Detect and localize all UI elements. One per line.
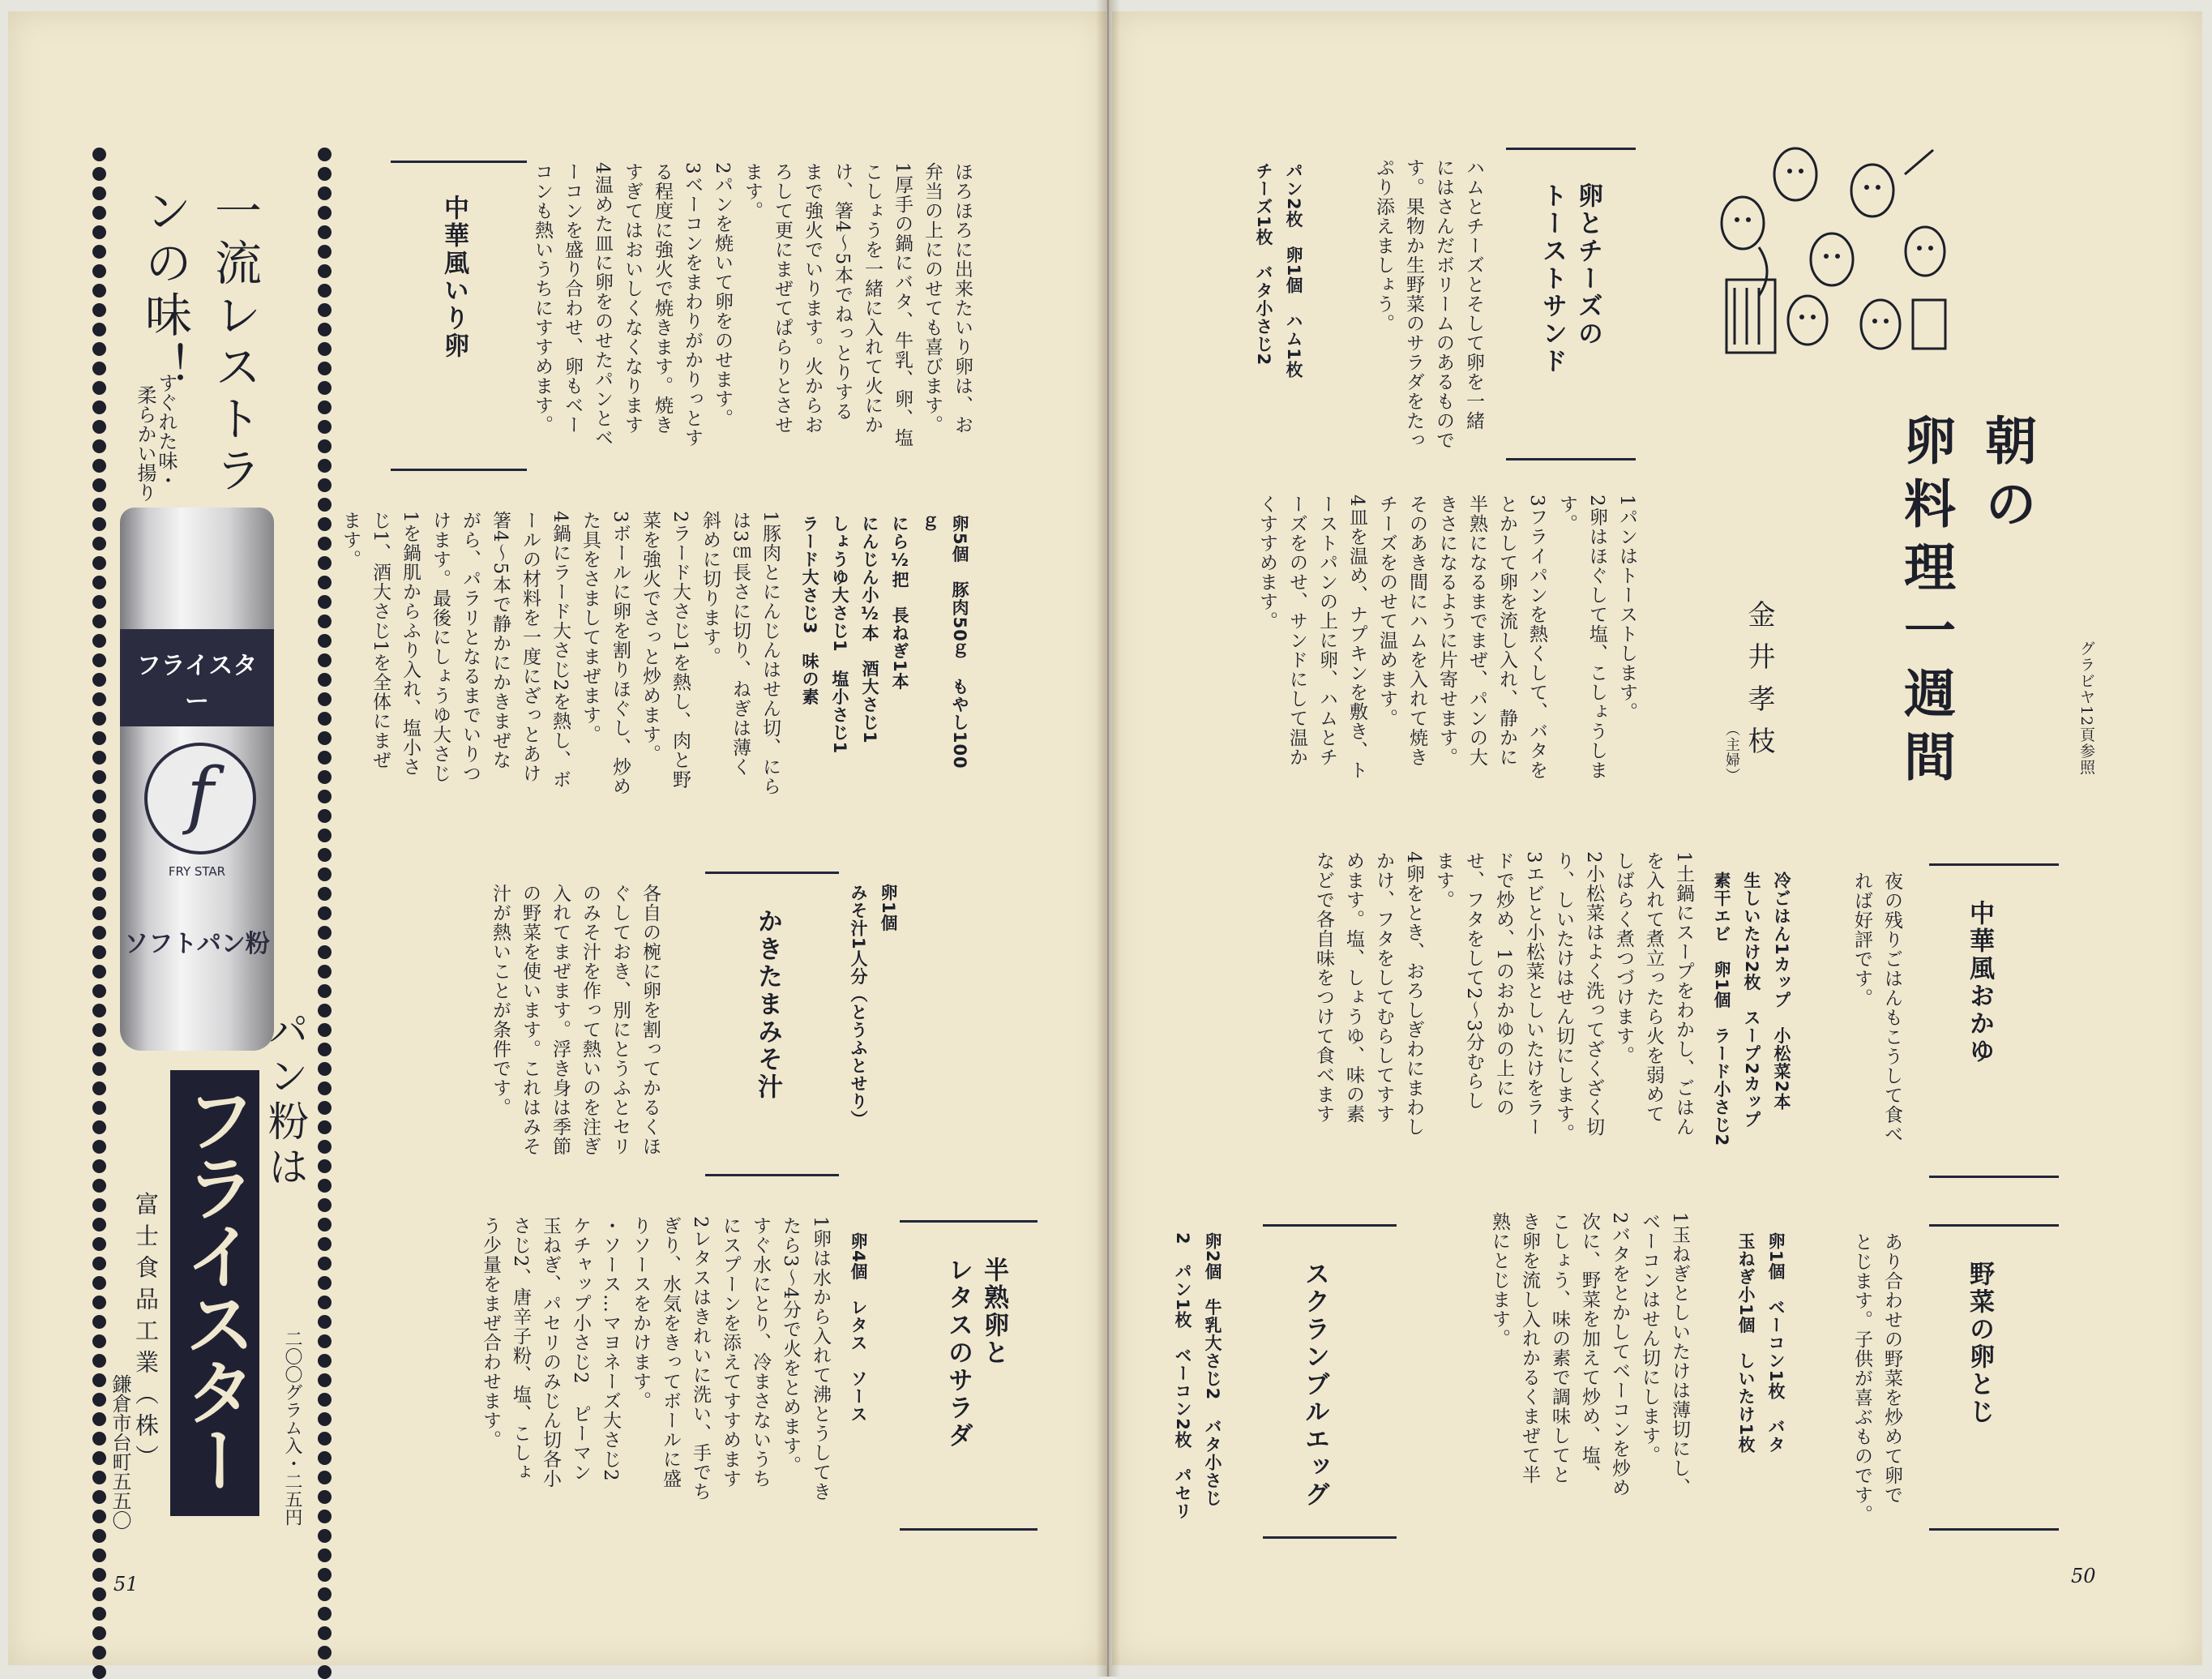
recipe-body-2: 1豚肉とにんじんはせん切、にら は3㎝長さに切り、ねぎは薄く 斜めに切ります。 2ラード大さじ1を熱し、肉と野 菜を強火でさっと炒めます。 3ボールに卵を割りほぐし、炒め た具をさましてまぜます。 4鍋にラード大さじ2を熱し、ボ ールの材料を一度にざっとあけ 箸4〜5本で静かにかきまぜな がら、パラリとなるまでいりつ けます。最後にしょうゆ大さじ 1を鍋肌からふり入れ、塩小さ じ1、酒大さじ1を全体にまぜ ます。 <box>340 511 781 796</box>
gravure-reference: グラビヤ12頁参照 <box>2077 640 2095 776</box>
folio-right: 50 <box>2071 1565 2096 1587</box>
toast-sandwich-steps: 1パンはトーストします。 2卵はほぐして塩、こしょうしま す。 3フライパンを熱くして、バタを とかして卵を流し入れ、静かに 半熟になるまでまぜ、パンの大 きさになるように片寄せます。 そのあき間にハムを入れて焼き チーズをのせて温めます。 4皿を温め、ナプキンを敷き、ト ーストパンの上に卵、ハムとチ ーズをのせ、サンドにして温か くすすめます。 <box>1256 495 1637 780</box>
recipe-title-salad: 半熟卵と レタスのサラダ <box>943 1257 1008 1450</box>
egg-figure-1 <box>1774 148 1816 200</box>
scrambled-egg-ingredients: 卵2個 牛乳大さじ2 バタ小さじ 2 パン1枚 ベーコン2枚 パセリ <box>1173 1232 1222 1520</box>
recipe-title-kakitama: かきたまみそ汁 <box>753 908 782 1101</box>
ad-sub1: すぐれた味・ <box>155 373 178 490</box>
ad-headline: 一流レストランの味！ <box>137 186 262 498</box>
recipe-ingredients-4: 卵4個 レタス ソース <box>849 1232 868 1424</box>
recipe-body-4: 1卵は水から入れて沸とうしてき たら3〜4分で火をとめます。 すぐ水にとり、冷まさないうち にスプーンを添えてすすめます 2レタスはきれいに洗い、手でち ぎり、水気をきってボールに盛 りソースをかけます。 ・ソース…マヨネーズ大さじ2 ケチャップ小さじ2 ピーマン 玉ねぎ、パセリのみじん切各小 さじ2、唐辛子粉、塩、こしょ う少量をまぜ合わせます。 <box>480 1216 831 1501</box>
recipe-ingredients-2: 卵5個 豚肉50ｇ もやし100ｇ にら½把 長ねぎ1本 にんじん小½本 酒大さじ1 しょうゆ大さじ1 塩小さじ1 ラード大さじ3 味の素 <box>800 515 969 769</box>
toast-sandwich-ingredients: パン2枚 卵1個 ハム1枚 チーズ1枚 バタ小さじ2 <box>1254 162 1303 379</box>
ad-brand: フライスター <box>173 1083 257 1492</box>
author-role: （主婦） <box>1723 722 1740 783</box>
bag-caption: ソフトパン粉 <box>124 930 270 958</box>
ad-brand-box <box>170 1070 259 1516</box>
musicians-illustration <box>1710 142 1953 377</box>
egg-figure-3 <box>1722 197 1764 249</box>
product-bag-image <box>120 508 274 1051</box>
recipe-title-scrambled-egg: スクランブルエッグ <box>1300 1261 1329 1509</box>
porridge-intro: 夜の残りごはんもこうして食べ れば好評です。 <box>1851 872 1902 1144</box>
folio-left: 51 <box>113 1573 139 1595</box>
ad-address: 鎌倉市台町五五〇 <box>109 1374 131 1530</box>
page-title: 朝の 卵料理一週間 <box>1895 413 2037 793</box>
author-name: 金井孝枝 <box>1743 600 1775 769</box>
vegetable-toji-steps: 1玉ねぎとしいたけは薄切にし、 ベーコンはせん切にします。 2バタをとかしてベーコンを炒め 次に、野菜を加えて炒め、塩、 こしょう、味の素で調味してと き卵を流し入れかるくまぜて半 熟にとじます。 <box>1489 1212 1690 1497</box>
bag-logo: f <box>144 743 256 854</box>
ad-price: 二〇〇グラム入・二五円 <box>282 1330 302 1526</box>
toast-sandwich-intro: ハムとチーズとそして卵を一緒 にはさんだボリームのあるもので す。果物か生野菜のサラダをたっ ぷり添えましょう。 <box>1373 158 1484 450</box>
recipe-title-porridge: 中華風おかゆ <box>1965 900 1994 1065</box>
vegetable-toji-intro: あり合わせの野菜を炒めて卵で とじます。子供が喜ぶものです。 <box>1851 1232 1902 1524</box>
ad-sub2: 柔らかい揚り <box>134 385 156 502</box>
porridge-steps: 1土鍋にスープをわかし、ごはん を入れて煮立ったら火を弱めて しばらく煮つづけます。 2小松菜はよく洗ってざくざく切 り、しいたけはせん切にします。 3エビと小松菜としいたけをラー ドで炒め、1のおかゆの上にの せ、フタをして2〜3分むらし ます。 4卵をとき、おろしぎわにまわし かけ、フタをしてむらしてすす めます。塩、しょうゆ、味の素 などで各自味をつけて食べます <box>1313 851 1694 1143</box>
egg-figure-6 <box>1788 296 1827 345</box>
ad-company: 富士食品工業（株） <box>132 1192 160 1476</box>
bag-label: FRY STAR <box>168 864 226 879</box>
egg-figure-5 <box>1906 227 1945 276</box>
drum-icon <box>1913 300 1945 349</box>
porridge-ingredients: 冷ごはん1カップ 小松菜2本 生しいたけ2枚 スープ2カップ 素干エビ 卵1個 ラード小さじ2 <box>1712 872 1791 1147</box>
egg-figure-2 <box>1851 165 1893 216</box>
recipe-body-3: 各自の椀に卵を割ってかるくほ ぐしておき、別にとうふとセリ のみそ汁を作って熱いのを注ぎ 入れてまぜます。浮き身は季節 の野菜を使います。これはみそ 汁が熱いことが条件です。 <box>490 884 661 1156</box>
recipe-title-vegetable-toji: 野菜の卵とじ <box>1965 1261 1994 1426</box>
page-gutter <box>1096 0 1120 1677</box>
bag-brand: フライスター <box>136 652 258 716</box>
recipe-title-toast-sandwich: 卵とチーズの トーストサンド <box>1538 182 1602 375</box>
egg-figure-7 <box>1861 300 1900 349</box>
ad-tagline: パン粉は <box>262 1009 309 1191</box>
recipe-title-chinese-scrambled: 中華風いり卵 <box>439 195 468 360</box>
vegetable-toji-ingredients: 卵1個 ベーコン1枚 バタ 玉ねぎ小1個 しいたけ1枚 <box>1736 1232 1786 1454</box>
dot-border-right <box>318 148 336 1679</box>
recipe-body-1a: ほろほろに出来たいり卵は、お 弁当の上にのせても喜びます。 1厚手の鍋にバタ、牛乳、卵、塩 こしょうを一緒に入れて火にか け、箸4〜5本でねっとりする まで強火でいります。火からお ろして更にまぜてぱらりとさせ ます。 2パンを焼いて卵をのせます。 3ベーコンをまわりがかりっとす る程度に強火で焼きます。焼き すぎてはおいしくなくなります 4温めた皿に卵をのせたパンとベ ーコンを盛り合わせ、卵もベー コンも熱いうちにすすめます。 <box>532 162 973 448</box>
egg-figure-4 <box>1811 233 1853 285</box>
recipe-ingredients-3: 卵1個 みそ汁1人分（とうふとせり） <box>849 884 898 1129</box>
